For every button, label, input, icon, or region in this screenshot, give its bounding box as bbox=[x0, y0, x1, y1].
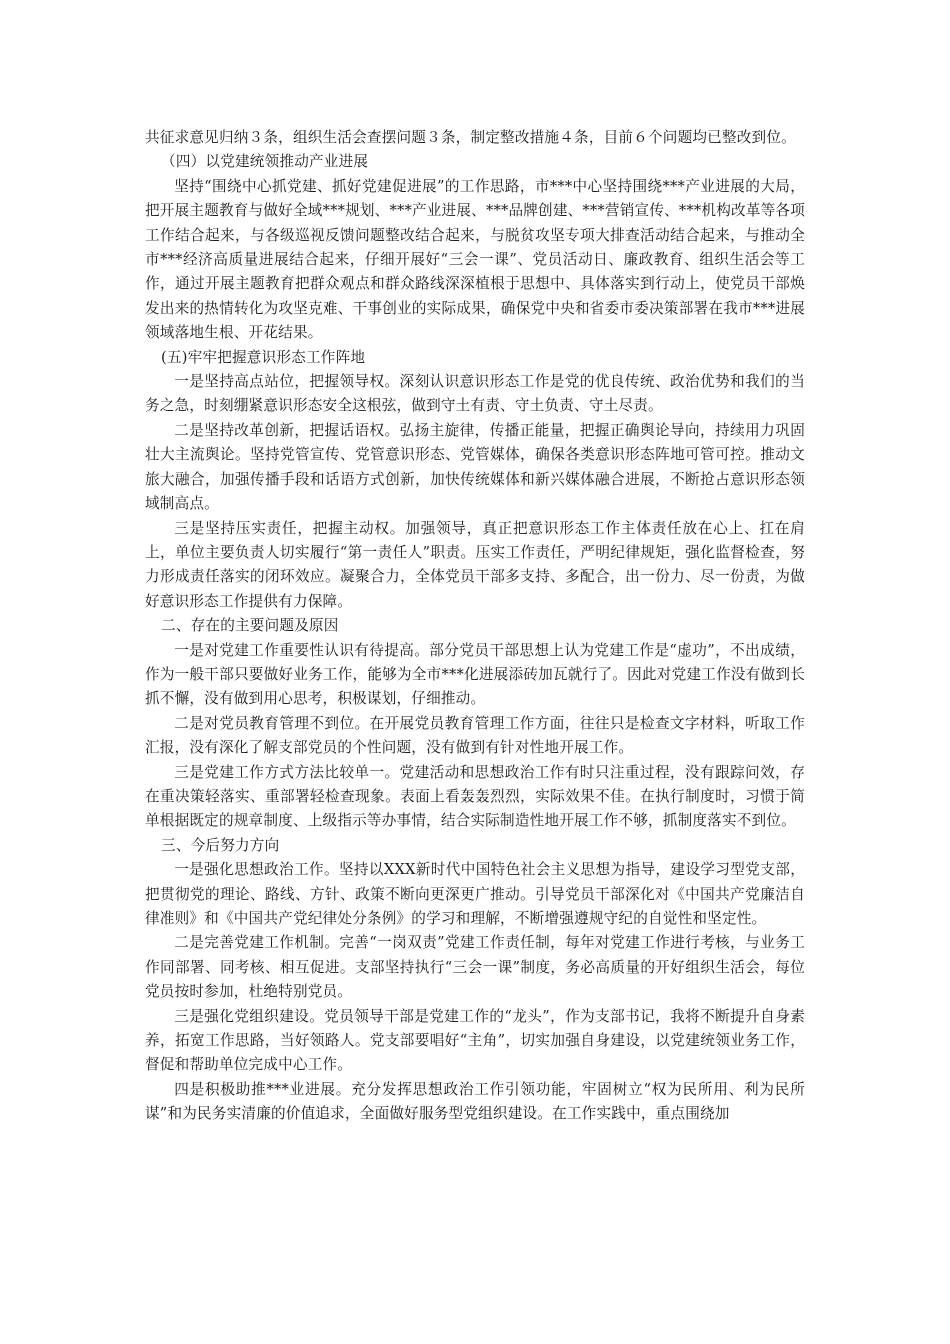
section-heading-direction: 三、今后努力方向 bbox=[161, 836, 280, 854]
section-heading-problems: 二、存在的主要问题及原因 bbox=[161, 617, 339, 635]
paragraph-initiative: 三是坚持压实责任，把握主动权。加强领导，真正把意识形态工作主体责任放在心上、扛在肩上，单位主要负责人切实履行“第一责任人”职责。压实工作责任，严明纪律规矩，强化监督检查，努力形成责任落实的闭环效应。凝聚合力，全体党员干部多支持、多配合，出一份力、尽一份责，为做好意识形态工作提供有力保障。 bbox=[145, 519, 805, 610]
section-heading-four: （四）以党建统领推动产业进展 bbox=[161, 153, 369, 171]
paragraph-leadership: 一是坚持高点站位，把握领导权。深刻认识意识形态工作是党的优良传统、政治优势和我们的当务之急，时刻绷紧意识形态安全这根弦，做到守土有责、守土负责、守土尽责。 bbox=[145, 373, 805, 415]
paragraph-continuation: 共征求意见归纳３条，组织生活会查摆问题３条，制定整改措施４条，目前６个问题均已整改到位。 bbox=[145, 129, 796, 146]
paragraph-direction-two: 二是完善党建工作机制。完善“一岗双责”党建工作责任制，每年对党建工作进行考核，与业务工作同部署、同考核、相互促进。支部坚持执行“三会一课”制度，务必高质量的开好组织生活会，每位党员按时参加，杜绝特别党员。 bbox=[145, 934, 805, 1001]
document-page bbox=[145, 126, 805, 1127]
paragraph-problem-three: 三是党建工作方式方法比较单一。党建活动和思想政治工作有时只注重过程，没有跟踪问效，存在重决策轻落实、重部署轻检查现象。表面上看轰轰烈烈，实际效果不佳。在执行制度时，习惯于简单根据既定的规章制度、上级指示等办事情，结合实际制造性地开展工作不够，抓制度落实不到位。 bbox=[145, 763, 805, 830]
paragraph-direction-four: 四是积极助推***业进展。充分发挥思想政治工作引领功能，牢固树立“权为民所用、利为民所谋”和为民务实清廉的价值追求，全面做好服务型党组织建设。在工作实践中，重点围绕加 bbox=[145, 1080, 805, 1123]
paragraph-problem-one: 一是对党建工作重要性认识有待提高。部分党员干部思想上认为党建工作是“虚功”，不出成绩，作为一般干部只要做好业务工作，能够为全市***化进展添砖加瓦就行了。因此对党建工作没有做到长抓不懈，没有做到用心思考，积极谋划，仔细推动。 bbox=[145, 641, 805, 708]
paragraph-industry: 坚持“围绕中心抓党建、抓好党建促进展”的工作思路，市***中心坚持围绕***产业进展的大局，把开展主题教育与做好全域***规划、***产业进展、***品牌创建、***营销宣传、***机构改革等各项工作结合起来，与各级巡视反馈问题整改结合起来，与脱贫攻坚专项大排查活动结合起来，与推动全市***经济高质量进展结合起来，仔细开展好“三会一课”、党员活动日、廉政教育、组织生活会等工作，通过开展主题教育把群众观点和群众路线深深植根于思想中、具体落实到行动上，使党员干部焕发出来的热情转化为攻坚克难、干事创业的实际成果，确保党中央和省委市委决策部署在我市***进展领域落地生根、开花结果。 bbox=[145, 177, 805, 342]
section-heading-five: (五)牢牢把握意识形态工作阵地 bbox=[161, 348, 366, 366]
paragraph-direction-one: 一是强化思想政治工作。坚持以XXX新时代中国特色社会主义思想为指导，建设学习型党支部，把贯彻党的理论、路线、方针、政策不断向更深更广推动。引导党员干部深化对《中国共产党廉洁自律准则》和《中国共产党纪律处分条例》的学习和理解，不断增强遵规守纪的自觉性和坚定性。 bbox=[145, 861, 805, 927]
paragraph-direction-three: 三是强化党组织建设。党员领导干部是党建工作的“龙头”，作为支部书记，我将不断提升自身素养，拓宽工作思路，当好领路人。党支部要唱好“主角”，切实加强自身建设，以党建统领业务工作，督促和帮助单位完成中心工作。 bbox=[145, 1007, 805, 1074]
paragraph-problem-two: 二是对党员教育管理不到位。在开展党员教育管理工作方面，往往只是检查文字材料，听取工作汇报，没有深化了解支部党员的个性问题，没有做到有针对性地开展工作。 bbox=[145, 714, 805, 757]
paragraph-discourse: 二是坚持改革创新，把握话语权。弘扬主旋律，传播正能量，把握正确舆论导向，持续用力巩固壮大主流舆论。坚持党管宣传、党管意识形态、党管媒体，确保各类意识形态阵地可管可控。推动文旅大融合，加强传播手段和话语方式创新，加快传统媒体和新兴媒体融合进展，不断抢占意识形态领域制高点。 bbox=[145, 421, 805, 513]
